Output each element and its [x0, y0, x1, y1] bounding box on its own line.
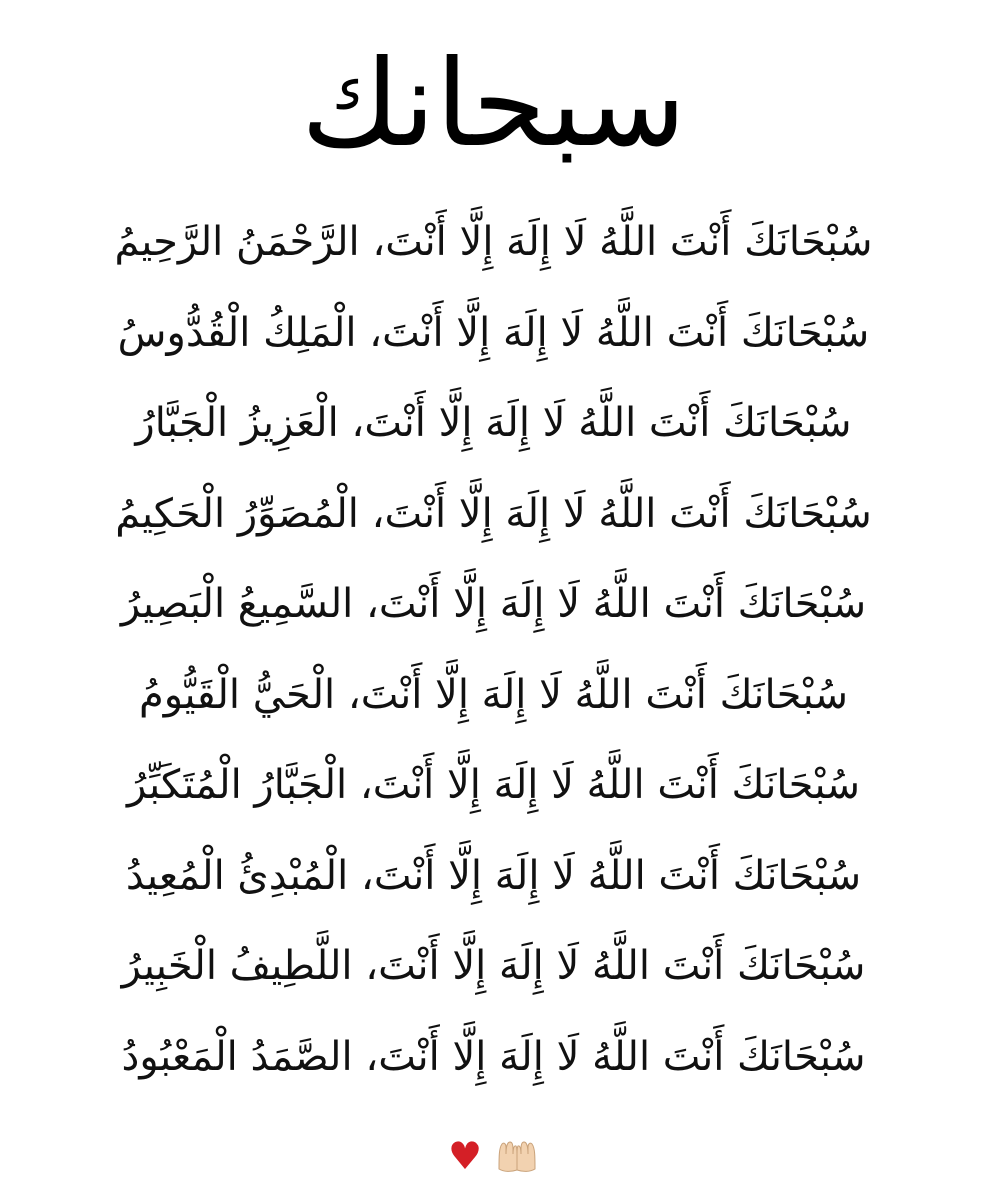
- dhikr-line: سُبْحَانَكَ أَنْتَ اللَّهُ لَا إِلَهَ إِلَّا أَنْتَ، السَّمِيعُ الْبَصِيرُ: [120, 581, 867, 627]
- emoji-footer: [0, 1132, 987, 1176]
- page-title: سبحانك: [300, 35, 687, 174]
- dhikr-line: سُبْحَانَكَ أَنْتَ اللَّهُ لَا إِلَهَ إِلَّا أَنْتَ، الْمُصَوِّرُ الْحَكِيمُ: [115, 490, 872, 537]
- dhikr-line: سُبْحَانَكَ أَنْتَ اللَّهُ لَا إِلَهَ إِلَّا أَنْتَ، الْعَزِيزُ الْجَبَّارُ: [135, 400, 852, 446]
- raised-palms-icon: [495, 1136, 539, 1176]
- dhikr-list: [30, 197, 957, 1102]
- red-heart-icon: ♥: [448, 1133, 483, 1178]
- dhikr-line: سُبْحَانَكَ أَنْتَ اللَّهُ لَا إِلَهَ إِلَّا أَنْتَ، الْجَبَّارُ الْمُتَكَبِّرُ: [126, 762, 860, 808]
- dhikr-line: سُبْحَانَكَ أَنْتَ اللَّهُ لَا إِلَهَ إِلَّا أَنْتَ، الْمُبْدِئُ الْمُعِيدُ: [125, 852, 862, 899]
- dhikr-line: سُبْحَانَكَ أَنْتَ اللَّهُ لَا إِلَهَ إِلَّا أَنْتَ، الْحَيُّ الْقَيُّومُ: [138, 671, 849, 718]
- dhikr-line: سُبْحَانَكَ أَنْتَ اللَّهُ لَا إِلَهَ إِلَّا أَنْتَ، الرَّحْمَنُ الرَّحِيمُ: [114, 219, 873, 265]
- dhikr-line: سُبْحَانَكَ أَنْتَ اللَّهُ لَا إِلَهَ إِلَّا أَنْتَ، الصَّمَدُ الْمَعْبُودُ: [121, 1033, 866, 1080]
- dhikr-line: سُبْحَانَكَ أَنْتَ اللَّهُ لَا إِلَهَ إِلَّا أَنْتَ، اللَّطِيفُ الْخَبِيرُ: [121, 943, 866, 989]
- dhikr-line: سُبْحَانَكَ أَنْتَ اللَّهُ لَا إِلَهَ إِلَّا أَنْتَ، الْمَلِكُ الْقُدُّوسُ: [117, 309, 870, 356]
